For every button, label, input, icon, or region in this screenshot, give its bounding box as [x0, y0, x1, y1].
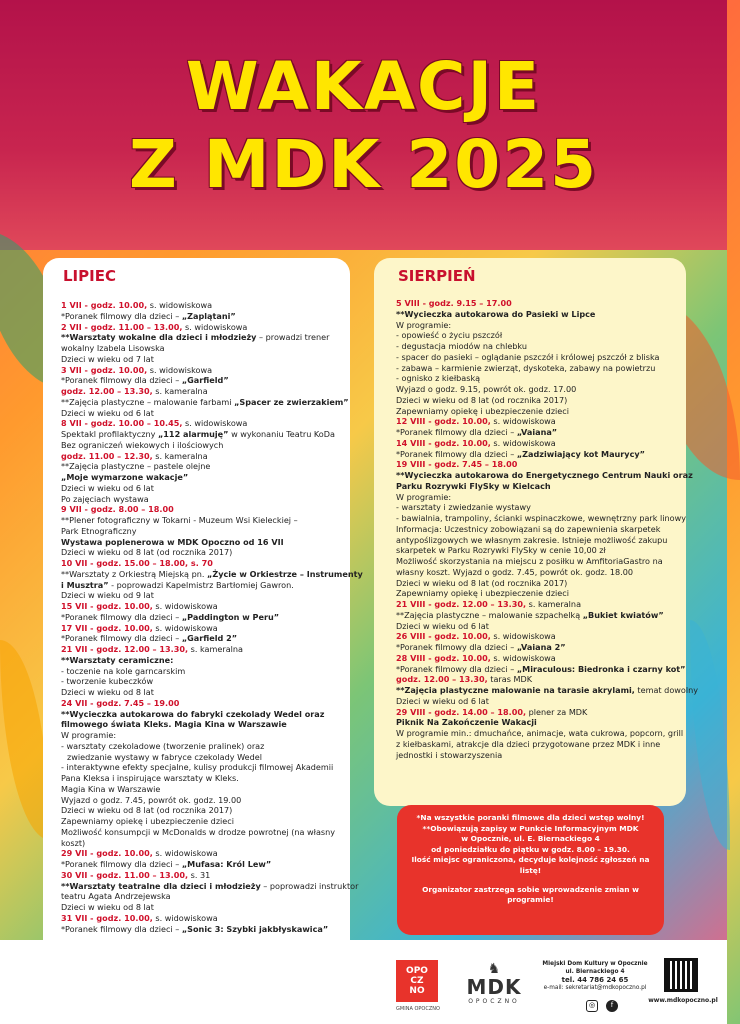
- event-text: s. widowiskowa: [490, 631, 556, 642]
- july-schedule: [61, 300, 363, 934]
- event-text: *Poranek filmowy dla dzieci –: [396, 642, 517, 652]
- event-title: „Mufasa: Król Lew”: [181, 859, 272, 869]
- event-title: „Bukiet kwiatów”: [582, 609, 664, 620]
- schedule-line: [396, 406, 676, 417]
- event-text: Dzieci w wieku od 6 lat: [396, 620, 489, 631]
- schedule-line: [61, 440, 340, 451]
- schedule-line: [396, 728, 684, 739]
- event-text: - tworzenie kubeczków: [61, 676, 154, 687]
- event-date: 31 VII - godz. 10.00,: [61, 912, 153, 923]
- event-text: *Poranek filmowy dla dzieci –: [396, 427, 517, 437]
- event-text: Dzieci w wieku od 8 lat: [61, 687, 154, 697]
- schedule-line: [61, 504, 340, 515]
- event-text: **Zajęcia plastyczne – malowanie farbami: [61, 396, 235, 407]
- schedule-line: [61, 322, 340, 333]
- schedule-line: [61, 687, 340, 698]
- event-text: - opowieść o życiu pszczół: [396, 330, 503, 341]
- event-text: W programie:: [396, 319, 452, 330]
- event-date: 12 VIII - godz. 10.00,: [396, 416, 491, 427]
- schedule-line: [396, 599, 676, 610]
- event-date: 19 VIII - godz. 7.45 – 18.00: [396, 459, 518, 470]
- event-title: „Vaiana”: [516, 427, 558, 437]
- event-text: Wyjazd o godz. 9.15, powrót ok. godz. 17.00: [396, 384, 577, 394]
- event-text: Dzieci w wieku od 8 lat (od rocznika 2017): [61, 547, 233, 558]
- event-title: „Spacer ze zwierzakiem”: [234, 396, 349, 407]
- schedule-line: [61, 612, 340, 623]
- event-text: Po zajęciach wystawa: [61, 493, 149, 504]
- event-text: s. kameralna: [152, 386, 208, 396]
- event-text: *Poranek filmowy dla dzieci –: [61, 375, 182, 386]
- schedule-line: [61, 805, 340, 816]
- schedule-line: [396, 663, 686, 675]
- schedule-line: [396, 696, 676, 707]
- event-text: *Poranek filmowy dla dzieci –: [61, 633, 182, 644]
- facebook-icon[interactable]: f: [606, 1000, 618, 1012]
- schedule-line: [61, 676, 340, 687]
- schedule-line: [396, 492, 676, 503]
- event-date: 2 VII - godz. 11.00 – 13.00,: [61, 321, 183, 332]
- event-title: **Wycieczka autokarowa do Pasieki w Lipce: [396, 308, 596, 319]
- event-title: **Wycieczka autokarowa do fabryki czekolady Wedel oraz: [61, 708, 325, 719]
- schedule-line: [396, 513, 687, 524]
- event-title: **Zajęcia plastyczne malowanie na tarasie akrylami,: [396, 685, 635, 695]
- schedule-line: [396, 545, 676, 556]
- event-title: Parku Rozrywki FlySky w Kielcach: [396, 480, 551, 491]
- event-text: Dzieci w wieku od 6 lat: [61, 482, 154, 493]
- schedule-line: [396, 459, 676, 470]
- schedule-line: [61, 891, 340, 902]
- notice-line: Ilość miejsc ograniczona, decyduje kolejność zgłoszeń na listę!: [411, 855, 650, 875]
- schedule-line: [61, 741, 340, 752]
- schedule-line: [61, 913, 340, 924]
- event-text: Zapewniamy opiekę i ubezpieczenie dzieci: [396, 405, 569, 416]
- qr-code-icon: [664, 958, 698, 992]
- event-text: Spektakl profilaktyczny: [61, 429, 158, 439]
- schedule-line: [396, 352, 676, 363]
- event-text: - interaktywne efekty specjalne, kulisy produkcji filmowej Akademii: [61, 762, 334, 773]
- event-date: godz. 12.00 – 13.30,: [396, 674, 488, 685]
- poster-title: [0, 48, 727, 204]
- event-text: – prowadzi trener: [256, 332, 330, 343]
- instagram-icon[interactable]: ◎: [586, 1000, 598, 1012]
- mdk-logo: [462, 962, 526, 1005]
- notice-line: *Na wszystkie poranki filmowe dla dzieci wstęp wolny!: [416, 813, 645, 822]
- event-title: „Miraculous: Biedronka i czarny kot”: [516, 663, 686, 674]
- schedule-line: [61, 537, 340, 548]
- event-title: „Paddington w Peru”: [181, 611, 280, 622]
- schedule-line: [396, 674, 676, 685]
- schedule-line: [61, 396, 349, 408]
- event-title: **Wycieczka autokarowa do Energetycznego Centrum Nauki oraz: [396, 470, 693, 480]
- event-text: z kiełbaskami, atrakcje dla dzieci przygotowane przez MDK i inne: [396, 738, 661, 749]
- event-date: 29 VIII - godz. 14.00 – 18.00,: [396, 706, 527, 717]
- event-text: - spacer do pasieki – oglądanie pszczół i królowej pszczół z bliska: [396, 351, 660, 362]
- event-text: - warsztaty czekoladowe (tworzenie pralinek) oraz: [61, 740, 265, 751]
- event-title: „Garfield”: [181, 375, 229, 386]
- schedule-line: [61, 311, 340, 322]
- schedule-line: [396, 298, 676, 309]
- schedule-line: [396, 567, 676, 578]
- event-date: godz. 11.00 – 12.30,: [61, 450, 153, 461]
- notice-line: od poniedziałku do piątku w godz. 8.00 – 19.30.: [431, 844, 630, 854]
- july-heading: LIPIEC: [63, 267, 116, 285]
- contact-name: Miejski Dom Kultury w Opocznie: [542, 961, 648, 967]
- schedule-line: [61, 483, 340, 494]
- event-text: Informacja: Uczestnicy zobowiązani są do zapewnienia skarpetek: [396, 523, 661, 534]
- event-date: 8 VII - godz. 10.00 – 10.45,: [61, 418, 183, 429]
- event-date: godz. 12.00 – 13.30,: [61, 386, 153, 396]
- schedule-line: [396, 320, 676, 331]
- decor-leaf: [690, 620, 730, 850]
- event-date: 28 VIII - godz. 10.00,: [396, 652, 491, 663]
- contact-block: [536, 960, 654, 992]
- event-text: s. widowiskowa: [182, 321, 248, 332]
- event-text: antypoślizgowych we własnym zakresie. Istnieje możliwość zakupu: [396, 534, 668, 545]
- event-text: Dzieci w wieku od 6 lat: [61, 407, 154, 418]
- info-notice: [397, 805, 664, 935]
- event-date: 30 VII - godz. 11.00 – 13.00,: [61, 869, 189, 880]
- event-text: temat dowolny: [634, 685, 699, 695]
- schedule-line: [396, 621, 676, 632]
- opoczno-logo: OPO CZ NO: [396, 960, 438, 1002]
- schedule-line: [61, 580, 340, 591]
- event-text: W programie min.: dmuchańce, animacje, wata cukrowa, popcorn, grill: [396, 728, 684, 738]
- schedule-line: [61, 719, 340, 730]
- schedule-line: [396, 384, 676, 395]
- event-text: *Poranek filmowy dla dzieci –: [61, 611, 182, 622]
- schedule-line: [396, 470, 693, 481]
- contact-email[interactable]: e-mail: sekretariat@mdkopoczno.pl: [543, 985, 647, 991]
- event-text: - zabawa – karmienie zwierząt, dyskoteka, zabawy na powietrzu: [396, 362, 656, 373]
- schedule-line: [396, 610, 676, 621]
- event-text: - ognisko z kiełbaską: [396, 373, 481, 384]
- schedule-line: [61, 795, 340, 806]
- event-text: *Poranek filmowy dla dzieci –: [61, 310, 182, 321]
- event-text: s. widowiskowa: [152, 848, 218, 859]
- schedule-line: [396, 707, 676, 718]
- schedule-line: [61, 408, 340, 419]
- social-links: [582, 992, 622, 1012]
- schedule-line: [396, 556, 676, 567]
- schedule-line: [61, 902, 340, 913]
- event-text: taras MDK: [487, 674, 533, 685]
- event-title: „112 alarmuję”: [157, 429, 229, 439]
- schedule-line: [61, 526, 340, 537]
- event-text: Dzieci w wieku od 7 lat: [61, 353, 154, 364]
- event-title: Piknik Na Zakończenie Wakacji: [396, 717, 537, 728]
- event-date: 5 VIII - godz. 9.15 – 17.00: [396, 298, 512, 308]
- pegasus-icon: ♞: [487, 961, 501, 977]
- schedule-line: [396, 449, 676, 460]
- event-title: „Vaiana 2”: [516, 642, 566, 652]
- event-text: wokalny Izabela Lisowska: [61, 343, 165, 353]
- event-text: Dzieci w wieku od 6 lat: [396, 695, 489, 706]
- event-date: 17 VII - godz. 10.00,: [61, 622, 153, 633]
- event-text: własny koszt. Wyjazd o godz. 7.45, powrót ok. godz. 18.00: [396, 566, 633, 577]
- schedule-line: [61, 568, 363, 580]
- schedule-line: [61, 343, 340, 354]
- event-text: s. widowiskowa: [152, 622, 218, 633]
- event-text: s. kameralna: [188, 644, 244, 654]
- schedule-line: [61, 859, 340, 870]
- august-column: [374, 258, 699, 806]
- schedule-line: [61, 418, 340, 429]
- event-text: Zapewniamy opiekę i ubezpieczenie dzieci: [61, 816, 234, 826]
- schedule-line: [61, 762, 340, 773]
- notice-line: **Obowiązują zapisy w Punkcie Informacyjnym MDK: [422, 823, 639, 833]
- notice-line: w Opocznie, ul. E. Biernackiego 4: [461, 834, 600, 844]
- event-text: *Poranek filmowy dla dzieci –: [61, 859, 182, 869]
- event-text: s. widowiskowa: [182, 418, 248, 429]
- notice-line: Organizator zastrzega sobie wprowadzenie zmian w programie!: [422, 884, 639, 905]
- schedule-line: [61, 666, 340, 677]
- schedule-line: [61, 698, 340, 709]
- event-text: s. widowiskowa: [490, 437, 556, 448]
- event-title: „Garfield 2”: [181, 633, 238, 644]
- event-date: 26 VIII - godz. 10.00,: [396, 631, 491, 642]
- schedule-line: [61, 429, 340, 440]
- schedule-line: [61, 709, 340, 720]
- event-title: filmowego świata Kleks. Magia Kina w Warszawie: [61, 719, 287, 730]
- schedule-line: [61, 601, 340, 612]
- event-title: „Sonic 3: Szybki jakbłyskawica”: [181, 923, 329, 934]
- schedule-line: [61, 784, 340, 795]
- schedule-line: [396, 341, 676, 352]
- event-title: „Życie w Orkiestrze – Instrumenty: [207, 568, 363, 579]
- event-text: - toczenie na kole garncarskim: [61, 665, 186, 676]
- gmina-label: GMINA OPOCZNO: [396, 1006, 440, 1012]
- event-date: 21 VII - godz. 12.00 – 13.30,: [61, 644, 189, 654]
- title-line-1: WAKACJE: [185, 48, 542, 125]
- schedule-line: [61, 590, 340, 601]
- event-title: **Warsztaty ceramiczne:: [61, 654, 174, 665]
- event-text: *Poranek filmowy dla dzieci –: [396, 448, 517, 459]
- schedule-line: [396, 578, 676, 589]
- event-date: 14 VIII - godz. 10.00,: [396, 437, 491, 448]
- event-text: s. widowiskowa: [152, 601, 218, 611]
- event-text: - warsztaty i zwiedzanie wystawy: [396, 502, 531, 513]
- schedule-line: [396, 685, 699, 696]
- event-title: Wystawa poplenerowa w MDK Opoczno od 16 VII: [61, 536, 284, 547]
- event-text: *Poranek filmowy dla dzieci –: [396, 663, 517, 674]
- event-text: teatru Agata Andrzejewska: [61, 891, 171, 902]
- schedule-line: [396, 653, 676, 664]
- schedule-line: [396, 427, 676, 438]
- event-date: 15 VII - godz. 10.00,: [61, 601, 153, 611]
- schedule-line: [396, 309, 676, 320]
- event-title: „Zaplątani”: [181, 310, 236, 321]
- schedule-line: [61, 558, 340, 569]
- event-text: Możliwość konsumpcji w McDonalds w drodze powrotnej (na własny: [61, 826, 336, 837]
- schedule-line: [396, 395, 676, 406]
- july-column: [43, 258, 363, 988]
- event-text: zwiedzanie wystawy w fabryce czekolady Wedel: [67, 751, 262, 762]
- event-title: **Warsztaty teatralne dla dzieci i młodzieży: [61, 880, 261, 891]
- event-date: 24 VII - godz. 7.45 – 19.00: [61, 697, 180, 708]
- event-date: 10 VII - godz. 15.00 – 18.00, s. 70: [61, 558, 213, 568]
- schedule-line: [61, 816, 340, 827]
- event-text: s. kameralna: [152, 450, 208, 461]
- event-text: Możliwość skorzystania na miejscu z posiłku w AmfitoriaGastro na: [396, 556, 663, 566]
- schedule-line: [61, 386, 340, 397]
- schedule-line: [61, 924, 340, 935]
- schedule-line: [61, 461, 340, 472]
- schedule-line: [396, 588, 676, 599]
- schedule-line: [61, 472, 340, 483]
- event-text: s. widowiskowa: [152, 912, 218, 923]
- event-date: 21 VIII - godz. 12.00 – 13.30,: [396, 599, 527, 609]
- event-text: skarpetek w Parku Rozrywki FlySky w cenie 10,00 zł: [396, 545, 606, 556]
- event-text: Dzieci w wieku od 8 lat (od rocznika 2017): [61, 805, 233, 816]
- title-line-2: Z MDK 2025: [128, 126, 599, 203]
- event-text: s. 31: [188, 869, 211, 880]
- schedule-line: [61, 375, 340, 386]
- event-text: Pana Kleksa i inspirujące warsztaty w Kleks.: [61, 773, 239, 783]
- schedule-line: [61, 730, 340, 741]
- event-text: w wykonaniu Teatru KoDa: [228, 429, 335, 439]
- schedule-line: [61, 838, 340, 849]
- event-text: **Zajęcia plastyczne – malowanie szpachelką: [396, 609, 583, 620]
- event-text: Zapewniamy opiekę i ubezpieczenie dzieci: [396, 588, 569, 599]
- event-text: **Zajęcia plastyczne – pastele olejne: [61, 461, 211, 472]
- event-text: W programie:: [61, 730, 117, 740]
- schedule-line: [61, 848, 340, 859]
- event-date: 9 VII - godz. 8.00 – 18.00: [61, 504, 174, 515]
- schedule-line: [61, 547, 340, 558]
- schedule-line: [61, 773, 340, 784]
- event-text: s. widowiskowa: [147, 300, 213, 310]
- schedule-line: [396, 631, 676, 642]
- schedule-line: [61, 880, 359, 892]
- schedule-line: [61, 827, 340, 838]
- event-text: Bez ograniczeń wiekowych i ilościowych: [61, 439, 224, 450]
- schedule-line: [61, 644, 340, 655]
- schedule-line: [61, 365, 340, 376]
- event-text: koszt): [61, 837, 86, 848]
- event-date: 1 VII - godz. 10.00,: [61, 300, 148, 310]
- event-text: Park Etnograficzny: [61, 525, 137, 536]
- contact-phone[interactable]: tel. 44 786 24 65: [561, 976, 629, 984]
- event-text: Wyjazd o godz. 7.45, powrót ok. godz. 19.00: [61, 794, 242, 805]
- event-text: – poprowadzi instruktor: [260, 880, 359, 891]
- schedule-line: [396, 481, 676, 492]
- event-date: 3 VII - godz. 10.00,: [61, 364, 148, 375]
- schedule-line: [396, 739, 676, 750]
- schedule-line: [396, 416, 676, 427]
- event-text: W programie:: [396, 491, 452, 502]
- event-date: 29 VII - godz. 10.00,: [61, 848, 153, 859]
- event-title: **Warsztaty wokalne dla dzieci i młodzieży: [61, 332, 257, 343]
- event-text: s. widowiskowa: [490, 652, 556, 663]
- event-text: **Plener fotograficzny w Tokarni - Muzeum Wsi Kieleckiej –: [61, 515, 298, 525]
- event-title: „Moje wymarzone wakacje”: [61, 472, 189, 482]
- event-text: Dzieci w wieku od 8 lat: [61, 902, 154, 912]
- schedule-line: [396, 642, 676, 653]
- mdk-logo-subtext: OPOCZNO: [468, 998, 520, 1005]
- schedule-line: [61, 623, 340, 634]
- schedule-line: [61, 332, 340, 343]
- event-text: Dzieci w wieku od 8 lat (od rocznika 2017): [396, 577, 568, 588]
- schedule-line: [396, 363, 676, 374]
- event-text: **Warsztaty z Orkiestrą Miejską pn.: [61, 568, 207, 579]
- event-text: s. widowiskowa: [147, 364, 213, 375]
- event-text: s. widowiskowa: [490, 416, 556, 427]
- schedule-line: [61, 494, 340, 505]
- schedule-line: [61, 655, 340, 666]
- event-text: *Poranek filmowy dla dzieci –: [61, 923, 182, 934]
- mdk-logo-text: MDK: [466, 975, 522, 999]
- event-text: Dzieci w wieku od 9 lat: [61, 590, 154, 601]
- event-text: - degustacja miodów na chlebku: [396, 341, 528, 351]
- schedule-line: [61, 451, 340, 462]
- schedule-line: [61, 354, 340, 365]
- schedule-line: [61, 752, 340, 763]
- schedule-line: [396, 438, 676, 449]
- schedule-line: [396, 750, 676, 761]
- schedule-line: [396, 524, 676, 535]
- event-text: - poprowadzi Kapelmistrz Bartłomiej Gawron.: [108, 579, 294, 590]
- schedule-line: [61, 300, 340, 311]
- schedule-line: [396, 535, 676, 546]
- contact-street: ul. Biernackiego 4: [565, 969, 625, 975]
- schedule-line: [61, 870, 340, 881]
- schedule-line: [396, 330, 676, 341]
- schedule-line: [396, 717, 676, 728]
- august-schedule: [396, 298, 699, 760]
- schedule-line: [396, 502, 676, 513]
- event-text: plener za MDK: [526, 706, 588, 717]
- website-link[interactable]: www.mdkopoczno.pl: [648, 997, 718, 1004]
- schedule-line: [61, 633, 340, 644]
- event-text: jednostki i stowarzyszenia: [396, 749, 503, 760]
- event-title: i Musztra”: [61, 579, 109, 590]
- event-text: - bawialnia, trampoliny, ścianki wspinaczkowe, wewnętrzny park linowy: [396, 513, 687, 523]
- event-text: s. kameralna: [526, 599, 582, 609]
- schedule-line: [396, 373, 676, 384]
- event-text: Magia Kina w Warszawie: [61, 783, 161, 794]
- schedule-line: [61, 515, 340, 526]
- august-heading: SIERPIEŃ: [398, 267, 476, 285]
- event-text: Dzieci w wieku od 8 lat (od rocznika 2017): [396, 394, 568, 405]
- event-title: „Zadziwiający kot Maurycy”: [516, 448, 645, 459]
